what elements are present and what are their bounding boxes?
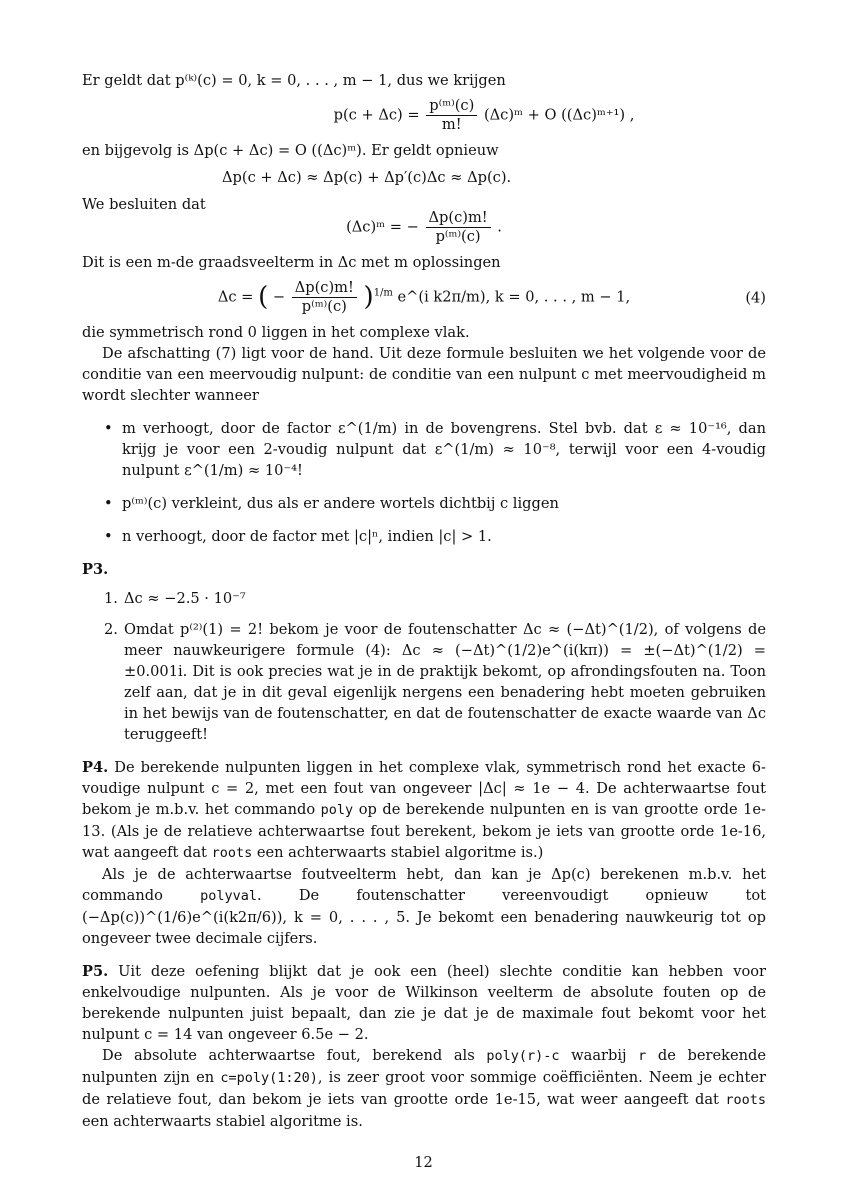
- list-item: • m verhoogt, door de factor ε^(1/m) in de bovengrens. Stel bvb. dat ε ≈ 10⁻¹⁶, dan krijg je voor een 2-voudig nulpunt dat ε^(1/m) ≈ 10⁻⁸, terwijl voor een 4-voudig nulpunt ε^(1/m) ≈ 10⁻⁴!: [104, 418, 766, 481]
- code-roots: roots: [211, 845, 253, 861]
- p5b-text-5: een achterwaarts stabiel algoritme is.: [82, 1113, 363, 1130]
- condition-list: [104, 418, 766, 547]
- list-text: Δc ≈ −2.5 · 10⁻⁷: [124, 590, 246, 607]
- list-item: • p⁽ᵐ⁾(c) verkleint, dus als er andere wortels dichtbij c liggen: [104, 493, 766, 514]
- code-poly: poly: [320, 802, 354, 818]
- code-r: r: [638, 1048, 647, 1064]
- eq1-rhs: (Δc)ᵐ + O ((Δc)ᵐ⁺¹) ,: [483, 106, 635, 124]
- eq4-open-paren: (: [258, 282, 269, 312]
- eq3-fraction: [426, 209, 491, 246]
- eq4-numerator: Δp(c)m!: [292, 279, 357, 298]
- code-polyval: polyval: [200, 888, 257, 904]
- eq3-rhs: .: [497, 218, 502, 236]
- eq3-denominator: p⁽ᵐ⁾(c): [435, 228, 481, 245]
- equation-4: [82, 279, 766, 316]
- eq4-close-paren: ): [363, 282, 374, 312]
- code-roots: roots: [725, 1092, 766, 1108]
- page-number: 12: [414, 1154, 433, 1171]
- eq4-lhs: Δc =: [217, 288, 254, 306]
- section-label-p4: P4.: [82, 759, 109, 776]
- eq3-numerator: Δp(c)m!: [426, 209, 491, 228]
- p4b-text-2: . De foutenschatter vereenvoudigt opnieuw tot (−Δp(c))^(1/6)e^(i(k2π/6)), k = 0, . . . , 5. Je bekomt een benadering nauwkeurig tot op ongeveer twee decimale cijfers.: [82, 887, 766, 947]
- list-item: [104, 588, 766, 609]
- list-item: [104, 619, 766, 745]
- equation-approx: Δp(c + Δc) ≈ Δp(c) + Δp′(c)Δc ≈ Δp(c).: [222, 169, 512, 186]
- intro-line: Er geldt dat p⁽ᵏ⁾(c) = 0, k = 0, . . . , m − 1, dus we krijgen: [82, 72, 506, 89]
- code-poly-r-c: poly(r)-c: [486, 1048, 560, 1064]
- paragraph-p5b: [82, 1045, 766, 1132]
- code-c-poly: c=poly(1:20): [220, 1070, 318, 1086]
- list-number: 1.: [104, 590, 118, 607]
- p4-text-1: De berekende nulpunten liggen in het complexe vlak, symmetrisch rond het exacte 6-voudige nulpunt c = 2, met een fout van ongeveer |Δc| ≈ 1e − 4. De achterwaartse fout bekom je m.b.v. het commando: [82, 759, 766, 818]
- list-number: 2.: [104, 621, 118, 638]
- line-symmetrisch: die symmetrisch rond 0 liggen in het complexe vlak.: [82, 324, 470, 341]
- list-text: Omdat p⁽²⁾(1) = 2! bekom je voor de foutenschatter Δc ≈ (−Δt)^(1/2), of volgens de meer nauwkeurigere formule (4): Δc ≈ (−Δt)^(1/2)e^(i(kπ)) = ±(−Δt)^(1/2) = ±0.001i. Dit is ook precies wat je in de praktijk bekomt, op afrondingsfouten na. Toon zelf aan, dat je in dit geval eigenlijk nergens een benadering hebt moeten gebruiken in het bewijs van de foutenschatter, en dat de foutenschatter de exacte waarde van Δc teruggeeft!: [124, 621, 766, 743]
- p4b-text-1: Als je de achterwaartse foutveelterm hebt, dan kan je Δp(c) berekenen m.b.v. het commando: [82, 866, 766, 904]
- p4-text-2: op de berekende nulpunten en is van grootte orde 1e-13. (Als je de relatieve achterwaartse fout berekent, bekom je iets van grootte orde 1e-16, wat aangeeft dat: [82, 801, 766, 861]
- p4-text-3: een achterwaarts stabiel algoritme is.): [252, 844, 544, 861]
- eq4-tail: e^(i k2π/m), k = 0, . . . , m − 1,: [397, 288, 631, 306]
- section-label-p5: P5.: [82, 963, 109, 980]
- list-item: • n verhoogt, door de factor met |c|ⁿ, indien |c| > 1.: [104, 526, 766, 547]
- p5b-text-3: de berekende nulpunten zijn en: [82, 1047, 766, 1086]
- p5b-text-1: De absolute achterwaartse fout, berekend als: [102, 1047, 487, 1064]
- paragraph-p4b: [82, 864, 766, 949]
- p5b-text-2: waarbij: [559, 1047, 639, 1064]
- paragraph-p4: [82, 757, 766, 864]
- eq4-exponent: 1/m: [373, 287, 393, 299]
- eq4-fraction: [292, 279, 357, 316]
- equation-number: (4): [745, 289, 766, 306]
- eq1-numerator: p⁽ᵐ⁾(c): [426, 97, 477, 116]
- section-heading-p3: P3.: [82, 561, 109, 578]
- eq1-lhs: p(c + Δc) =: [333, 106, 420, 124]
- equation-taylor: [202, 97, 766, 134]
- p5b-text-4: , is zeer groot voor sommige coëfficiënten. Neem je echter de relatieve fout, dan bekom je iets van grootte orde 1e-15, wat weer aangeeft dat: [82, 1069, 766, 1108]
- paragraph-afschatting: De afschatting (7) ligt voor de hand. Uit deze formule besluiten we het volgende voor de conditie van een meervoudig nulpunt: de conditie van een nulpunt c met meervoudigheid m wordt slechter wanneer: [82, 345, 766, 404]
- document-page: [82, 70, 766, 1132]
- line-graadsveelterm: Dit is een m-de graadsveelterm in Δc met m oplossingen: [82, 254, 501, 271]
- eq1-denominator: m!: [441, 116, 462, 133]
- p3-list: [104, 588, 766, 745]
- eq1-fraction: [426, 97, 477, 134]
- eq4-minus: −: [272, 288, 286, 306]
- eq3-lhs: (Δc)ᵐ = −: [346, 218, 419, 236]
- paragraph-p5: [82, 961, 766, 1045]
- line-besluiten: We besluiten dat: [82, 196, 206, 213]
- eq4-denominator: p⁽ᵐ⁾(c): [301, 298, 347, 315]
- line-bijgevolg: en bijgevolg is Δp(c + Δc) = O ((Δc)ᵐ). Er geldt opnieuw: [82, 142, 499, 159]
- p5-text-1: Uit deze oefening blijkt dat je ook een (heel) slechte conditie kan hebben voor enkelvoudige nulpunten. Als je voor de Wilkinson veelterm de absolute fouten op de berekende nulpunten juist bepaalt, dan zie je dat je de maximale fout bekomt voor het nulpunt c = 14 van ongeveer 6.5e − 2.: [82, 963, 766, 1043]
